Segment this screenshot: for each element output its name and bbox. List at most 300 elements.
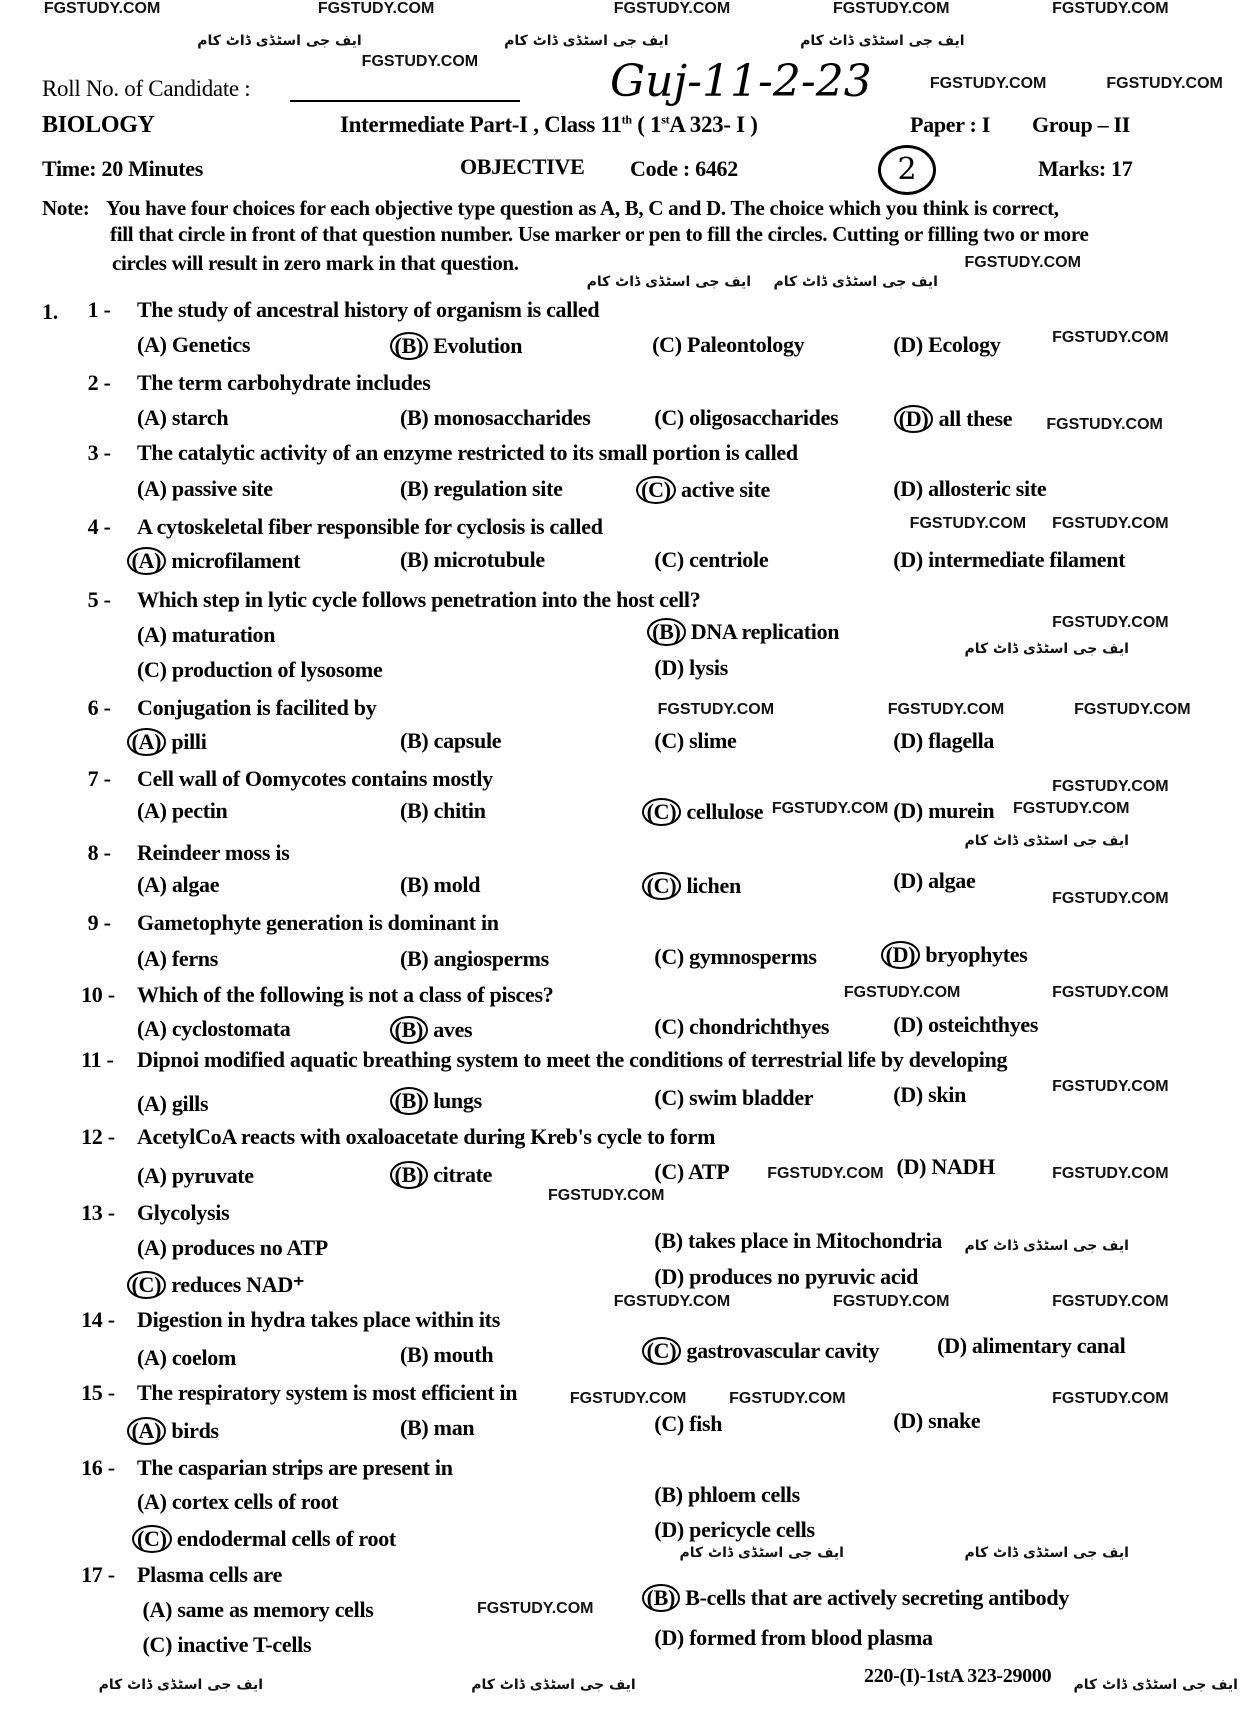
urdu-watermark: ایف جی اسٹڈی ڈاٹ کام xyxy=(504,32,669,49)
option-b[interactable] xyxy=(400,872,480,898)
option-letter: (B) xyxy=(400,547,429,573)
option-letter: (A) xyxy=(137,404,167,430)
watermark-text: FGSTUDY.COM xyxy=(1052,1078,1169,1096)
option-text: takes place in Mitochondria xyxy=(687,1227,943,1253)
urdu-watermark: ایف جی اسٹڈی ڈاٹ کام xyxy=(964,1238,1129,1255)
option-b[interactable] xyxy=(395,332,523,360)
watermark-text: FGSTUDY.COM xyxy=(1052,613,1169,631)
watermark-text: FGSTUDY.COM xyxy=(909,515,1027,533)
option-text: mold xyxy=(433,871,481,897)
option-letter: (D) xyxy=(654,1517,684,1543)
watermark-text: FGSTUDY.COM xyxy=(1052,984,1169,1002)
option-b[interactable] xyxy=(400,946,549,972)
option-a[interactable] xyxy=(137,1489,338,1515)
option-letter: (D) xyxy=(896,1154,927,1180)
watermark-text: FGSTUDY.COM xyxy=(771,800,889,818)
watermark-text: FGSTUDY.COM xyxy=(843,984,961,1002)
option-text: snake xyxy=(928,1407,981,1433)
question-text: Gametophyte generation is dominant in xyxy=(137,909,499,935)
option-text: bryophytes xyxy=(925,941,1028,967)
subject-title: BIOLOGY xyxy=(42,112,155,138)
option-c[interactable] xyxy=(654,728,736,754)
option-text: chitin xyxy=(433,798,486,824)
circled-answer-letter: (D) xyxy=(894,405,934,433)
watermark-text: FGSTUDY.COM xyxy=(657,701,775,719)
urdu-watermark: ایف جی اسٹڈی ڈاٹ کام xyxy=(964,641,1129,658)
question-text: Cell wall of Oomycotes contains mostly xyxy=(137,766,493,792)
option-d[interactable] xyxy=(654,1264,918,1290)
option-letter: (C) xyxy=(654,1014,684,1040)
circled-answer-letter: (B) xyxy=(390,1016,428,1044)
option-text: produces no pyruvic acid xyxy=(689,1263,919,1289)
option-text: starch xyxy=(171,404,229,430)
question-number: 8 - xyxy=(87,839,111,865)
option-text: angiosperms xyxy=(433,946,549,972)
circled-answer-letter: (B) xyxy=(642,1584,680,1612)
question-text: The study of ancestral history of organism is called xyxy=(137,297,600,323)
option-c[interactable] xyxy=(132,1271,305,1299)
circled-answer-letter: (C) xyxy=(642,798,682,826)
option-letter: (A) xyxy=(137,871,167,897)
circled-answer-letter: (C) xyxy=(636,476,676,504)
watermark-text: FGSTUDY.COM xyxy=(613,1293,731,1311)
circled-answer-letter: (B) xyxy=(647,618,685,646)
option-a[interactable] xyxy=(137,1091,208,1117)
watermark-text: FGSTUDY.COM xyxy=(361,52,479,70)
option-c[interactable] xyxy=(137,1525,396,1553)
option-letter: (D) xyxy=(654,1263,684,1289)
option-b[interactable] xyxy=(654,1482,800,1508)
option-letter: (C) xyxy=(654,1085,684,1111)
question-number: 5 - xyxy=(87,586,111,612)
watermark-text: FGSTUDY.COM xyxy=(1052,778,1169,796)
option-letter: (A) xyxy=(142,1597,173,1623)
option-b[interactable] xyxy=(395,1087,482,1115)
watermark-text: FGSTUDY.COM xyxy=(767,1165,884,1183)
option-text: ATP xyxy=(687,1158,730,1184)
option-c[interactable] xyxy=(641,476,770,504)
option-letter: (D) xyxy=(893,727,923,753)
watermark-text: FGSTUDY.COM xyxy=(43,0,161,17)
option-letter: (D) xyxy=(893,1082,923,1107)
option-text: all these xyxy=(938,405,1013,431)
option-c[interactable] xyxy=(647,872,741,900)
watermark-text: FGSTUDY.COM xyxy=(887,701,1005,719)
option-b[interactable] xyxy=(395,1016,473,1044)
option-letter: (D) xyxy=(654,1624,684,1650)
option-text: Ecology xyxy=(928,332,1001,358)
question-text: Plasma cells are xyxy=(137,1562,283,1588)
option-a[interactable] xyxy=(137,1016,290,1042)
question-text: Conjugation is facilited by xyxy=(137,695,377,721)
urdu-watermark: ایف جی اسٹڈی ڈاٹ کام xyxy=(964,1545,1129,1562)
urdu-watermark: ایف جی اسٹڈی ڈاٹ کام xyxy=(197,32,362,49)
urdu-watermark: ایف جی اسٹڈی ڈاٹ کام xyxy=(471,1676,636,1693)
watermark-text: FGSTUDY.COM xyxy=(1106,74,1223,92)
question-text: The catalytic activity of an enzyme restricted to its small portion is called xyxy=(137,439,798,465)
watermark-text: FGSTUDY.COM xyxy=(1052,1389,1169,1407)
option-letter: (B) xyxy=(400,727,429,753)
watermark-text: FGSTUDY.COM xyxy=(729,1389,846,1407)
watermark-text: FGSTUDY.COM xyxy=(569,1389,687,1407)
question-number: 14 - xyxy=(81,1306,115,1332)
option-letter: (C) xyxy=(142,1632,173,1658)
question-text: AcetylCoA reacts with oxaloacetate during Kreb's cycle to form xyxy=(137,1123,716,1149)
circled-answer-letter: (B) xyxy=(390,332,428,360)
question-text: Digestion in hydra takes place within its xyxy=(137,1306,500,1332)
option-text: oligosaccharides xyxy=(689,404,839,430)
urdu-watermark: ایف جی اسٹڈی ڈاٹ کام xyxy=(586,274,752,290)
watermark-text: FGSTUDY.COM xyxy=(1052,515,1169,533)
option-b[interactable] xyxy=(400,1342,493,1368)
option-a[interactable] xyxy=(137,622,275,648)
question-text: Reindeer moss is xyxy=(137,839,290,865)
option-text: pyruvate xyxy=(171,1163,254,1189)
option-letter: (B) xyxy=(400,1341,429,1367)
option-letter: (B) xyxy=(400,475,429,501)
option-letter: (D) xyxy=(937,1332,967,1358)
question-text: Dipnoi modified aquatic breathing system to meet the conditions of terrestrial life by developing xyxy=(137,1046,1008,1072)
option-text: lysis xyxy=(689,654,728,680)
option-a[interactable] xyxy=(137,1345,236,1371)
option-b[interactable] xyxy=(654,1228,942,1254)
option-text: coelom xyxy=(171,1345,237,1371)
option-d[interactable] xyxy=(654,1625,932,1651)
option-letter: (C) xyxy=(137,656,167,682)
option-text: microtubule xyxy=(433,547,545,573)
option-c[interactable] xyxy=(654,1411,722,1437)
question-text: Which step in lytic cycle follows penetration into the host cell? xyxy=(137,586,701,612)
question-number: 15 - xyxy=(81,1380,115,1406)
option-text: maturation xyxy=(171,621,276,647)
option-c[interactable] xyxy=(654,1085,813,1111)
option-text: phloem cells xyxy=(687,1482,800,1508)
option-a[interactable] xyxy=(137,872,219,898)
option-text: algae xyxy=(171,871,220,897)
group-number: Group – II xyxy=(1032,112,1131,137)
option-c[interactable] xyxy=(654,944,816,970)
option-a[interactable] xyxy=(137,1163,254,1189)
option-d[interactable] xyxy=(654,655,728,681)
question-text: The respiratory system is most efficient in xyxy=(137,1380,518,1406)
option-text: monosaccharides xyxy=(433,404,591,430)
question-number: 13 - xyxy=(81,1200,115,1226)
option-d[interactable] xyxy=(893,476,1046,502)
option-b[interactable] xyxy=(400,547,545,573)
question-number: 17 - xyxy=(81,1562,115,1588)
option-text: Paleontology xyxy=(686,332,805,358)
option-letter: (B) xyxy=(400,404,429,430)
option-d[interactable] xyxy=(893,728,994,754)
option-d[interactable] xyxy=(893,1012,1038,1038)
option-text: ferns xyxy=(171,946,218,972)
option-text: Evolution xyxy=(433,333,523,359)
option-c[interactable] xyxy=(652,332,804,358)
option-b[interactable] xyxy=(400,476,563,502)
option-text: same as memory cells xyxy=(177,1597,374,1623)
circled-answer-letter: (A) xyxy=(127,547,167,575)
watermark-text: FGSTUDY.COM xyxy=(1052,889,1169,907)
option-d[interactable] xyxy=(893,547,1125,573)
option-d[interactable] xyxy=(886,941,1028,969)
option-text: reduces NAD⁺ xyxy=(171,1271,305,1297)
watermark-text: FGSTUDY.COM xyxy=(1074,701,1191,719)
option-text: NADH xyxy=(931,1154,995,1180)
option-text: osteichthyes xyxy=(928,1011,1039,1037)
option-d[interactable] xyxy=(893,1408,980,1434)
option-text: lungs xyxy=(433,1088,482,1114)
paper-number: Paper : I xyxy=(910,112,990,137)
option-text: production of lysosome xyxy=(171,656,383,682)
option-c[interactable] xyxy=(654,1014,829,1040)
question-number: 6 - xyxy=(87,695,111,721)
option-d[interactable] xyxy=(893,868,975,894)
roll-number-field[interactable] xyxy=(290,80,520,102)
option-a[interactable] xyxy=(137,946,218,972)
question-text: Which of the following is not a class of pisces? xyxy=(137,982,554,1008)
urdu-watermark: ایف جی اسٹڈی ڈاٹ کام xyxy=(1073,1676,1238,1693)
option-letter: (D) xyxy=(893,547,923,573)
option-letter: (B) xyxy=(400,1415,429,1441)
circled-answer-letter: (C) xyxy=(132,1525,172,1553)
option-a[interactable] xyxy=(132,728,207,756)
handwritten-date: Guj-11-2-23 xyxy=(610,56,872,107)
option-text: citrate xyxy=(433,1161,493,1187)
question-number: 9 - xyxy=(87,909,111,935)
option-letter: (A) xyxy=(137,946,167,972)
option-a[interactable] xyxy=(137,476,273,502)
option-letter: (D) xyxy=(893,868,923,894)
total-marks: Marks: 17 xyxy=(1038,156,1133,181)
option-letter: (D) xyxy=(893,475,923,501)
option-a[interactable] xyxy=(132,1417,219,1445)
option-letter: (A) xyxy=(137,475,167,501)
option-b[interactable] xyxy=(400,798,486,824)
option-text: alimentary canal xyxy=(971,1332,1126,1358)
option-d[interactable] xyxy=(937,1333,1125,1359)
option-text: gymnosperms xyxy=(689,943,817,969)
watermark-text: FGSTUDY.COM xyxy=(317,0,435,17)
section-number: 1. xyxy=(42,299,58,324)
class-info: Intermediate Part-I , Class 11th ( 1stA 323- I ) xyxy=(340,112,758,137)
option-c[interactable] xyxy=(654,405,838,431)
option-letter: (C) xyxy=(652,332,682,358)
option-c[interactable] xyxy=(142,1632,311,1658)
circled-answer-letter: (D) xyxy=(881,941,921,969)
option-c[interactable] xyxy=(647,798,764,826)
watermark-text: FGSTUDY.COM xyxy=(1052,0,1169,17)
urdu-watermark: ایف جی اسٹڈی ڈاٹ کام xyxy=(964,832,1129,849)
option-letter: (D) xyxy=(893,1407,923,1433)
option-text: fish xyxy=(689,1410,723,1436)
question-number: 10 - xyxy=(81,982,115,1008)
option-d[interactable] xyxy=(893,332,1000,358)
watermark-text: FGSTUDY.COM xyxy=(1052,1165,1169,1183)
option-a[interactable] xyxy=(137,1235,328,1261)
option-text: swim bladder xyxy=(689,1085,814,1111)
option-letter: (A) xyxy=(137,1090,167,1116)
circled-answer-letter: (C) xyxy=(642,1337,682,1365)
question-text: The term carbohydrate includes xyxy=(137,369,431,395)
watermark-text: FGSTUDY.COM xyxy=(1052,328,1169,346)
watermark-text: FGSTUDY.COM xyxy=(832,1293,950,1311)
option-text: Genetics xyxy=(171,332,251,358)
option-letter: (A) xyxy=(137,1163,167,1189)
option-letter: (C) xyxy=(654,1410,684,1436)
option-text: aves xyxy=(433,1017,473,1043)
option-text: gills xyxy=(171,1090,209,1116)
option-text: pectin xyxy=(171,798,228,824)
watermark-text: FGSTUDY.COM xyxy=(832,0,950,17)
footer-code: 220-(I)-1stA 323-29000 xyxy=(864,1665,1052,1687)
option-letter: (C) xyxy=(654,727,684,753)
option-text: lichen xyxy=(686,872,741,898)
option-text: cortex cells of root xyxy=(171,1488,339,1514)
option-text: intermediate filament xyxy=(928,547,1126,573)
option-letter: (A) xyxy=(137,1235,167,1261)
option-letter: (D) xyxy=(893,798,923,824)
option-letter: (D) xyxy=(893,332,923,358)
option-d[interactable] xyxy=(654,1517,814,1543)
question-text: The casparian strips are present in xyxy=(137,1454,453,1480)
option-text: centriole xyxy=(689,547,769,573)
option-c[interactable] xyxy=(654,547,768,573)
option-text: murein xyxy=(928,798,995,824)
option-text: cellulose xyxy=(686,799,764,825)
option-b[interactable] xyxy=(400,405,590,431)
question-number: 2 - xyxy=(87,369,111,395)
option-letter: (C) xyxy=(654,547,684,573)
option-text: flagella xyxy=(928,727,995,753)
circled-answer-letter: (B) xyxy=(390,1087,428,1115)
watermark-text: FGSTUDY.COM xyxy=(1052,1293,1169,1311)
option-b[interactable] xyxy=(400,1415,474,1441)
option-letter: (B) xyxy=(400,798,429,824)
question-number: 3 - xyxy=(87,439,111,465)
watermark-text: FGSTUDY.COM xyxy=(929,74,1047,92)
question-number: 11 - xyxy=(81,1046,114,1072)
question-text: Glycolysis xyxy=(137,1200,230,1226)
option-text: chondrichthyes xyxy=(689,1014,830,1040)
option-d[interactable] xyxy=(893,1082,966,1108)
option-text: skin xyxy=(928,1082,967,1107)
option-b[interactable] xyxy=(652,618,839,646)
option-letter: (A) xyxy=(137,332,167,358)
option-text: cyclostomata xyxy=(171,1016,291,1042)
option-text: slime xyxy=(689,727,737,753)
urdu-watermark: ایف جی اسٹڈی ڈاٹ کام xyxy=(773,274,938,290)
question-number: 1 - xyxy=(87,297,111,323)
option-a[interactable] xyxy=(137,332,250,358)
option-b[interactable] xyxy=(395,1161,493,1189)
option-text: allosteric site xyxy=(928,475,1047,501)
option-c[interactable] xyxy=(647,1337,880,1365)
option-text: algae xyxy=(928,868,976,894)
watermark-text: FGSTUDY.COM xyxy=(548,1187,665,1205)
option-letter: (B) xyxy=(654,1482,683,1508)
roll-label: Roll No. of Candidate : xyxy=(42,76,251,101)
objective-label: OBJECTIVE xyxy=(460,154,585,179)
paper-code: Code : 6462 xyxy=(630,156,738,181)
note-line: circles will result in zero mark in that question. xyxy=(112,251,519,275)
option-a[interactable] xyxy=(132,547,301,575)
question-number: 4 - xyxy=(87,514,111,540)
option-text: active site xyxy=(681,476,770,502)
option-a[interactable] xyxy=(137,405,228,431)
option-letter: (D) xyxy=(654,654,684,680)
urdu-watermark: ایف جی اسٹڈی ڈاٹ کام xyxy=(800,32,965,49)
option-letter: (D) xyxy=(893,1011,923,1037)
option-c[interactable] xyxy=(654,1159,729,1185)
question-number: 12 - xyxy=(81,1123,115,1149)
option-letter: (A) xyxy=(137,1016,167,1042)
watermark-text: FGSTUDY.COM xyxy=(613,0,731,17)
watermark-text: FGSTUDY.COM xyxy=(1012,800,1130,818)
option-text: inactive T-cells xyxy=(177,1632,312,1658)
option-text: passive site xyxy=(171,475,273,501)
option-b[interactable] xyxy=(647,1584,1069,1612)
option-a[interactable] xyxy=(137,798,227,824)
option-letter: (A) xyxy=(137,621,167,647)
option-text: birds xyxy=(171,1418,219,1444)
option-letter: (A) xyxy=(137,1488,167,1514)
option-text: formed from blood plasma xyxy=(689,1624,933,1650)
note-label: Note: xyxy=(42,196,90,220)
option-letter: (B) xyxy=(400,871,429,897)
option-letter: (B) xyxy=(654,1227,683,1253)
option-d[interactable] xyxy=(893,798,994,824)
option-letter: (C) xyxy=(654,404,684,430)
circled-answer-letter: (B) xyxy=(390,1161,428,1189)
option-letter: (B) xyxy=(400,946,429,972)
option-letter: (A) xyxy=(137,1345,167,1371)
option-d[interactable] xyxy=(897,1154,995,1180)
option-text: capsule xyxy=(433,727,502,753)
note-line: fill that circle in front of that question number. Use marker or pen to fill the circles. Cutting or filling two or more xyxy=(110,222,1089,246)
option-text: man xyxy=(433,1415,475,1441)
option-letter: (C) xyxy=(654,1158,684,1184)
option-text: mouth xyxy=(433,1341,494,1367)
option-text: pilli xyxy=(171,728,207,754)
note-line: You have four choices for each objective type question as A, B, C and D. The choice which you think is correct, xyxy=(106,196,1059,220)
circled-answer-letter: (C) xyxy=(127,1271,167,1299)
circled-answer-letter: (C) xyxy=(642,872,682,900)
watermark-text: FGSTUDY.COM xyxy=(477,1600,594,1618)
circled-answer-letter: (A) xyxy=(127,1417,167,1445)
option-text: pericycle cells xyxy=(689,1517,815,1543)
option-text: endodermal cells of root xyxy=(176,1525,396,1551)
option-d[interactable] xyxy=(899,405,1013,433)
option-text: microfilament xyxy=(171,548,301,574)
handwritten-circled-code: 2 xyxy=(878,145,936,195)
question-number: 7 - xyxy=(87,766,111,792)
option-text: B-cells that are actively secreting antibody xyxy=(685,1584,1070,1610)
option-letter: (C) xyxy=(654,943,684,969)
question-number: 16 - xyxy=(81,1454,115,1480)
option-text: produces no ATP xyxy=(171,1235,328,1261)
option-text: DNA replication xyxy=(690,619,840,645)
watermark-text: FGSTUDY.COM xyxy=(964,254,1081,272)
option-b[interactable] xyxy=(400,728,501,754)
urdu-watermark: ایف جی اسٹڈی ڈاٹ کام xyxy=(98,1676,264,1693)
option-a[interactable] xyxy=(142,1597,373,1623)
circled-answer-letter: (A) xyxy=(127,728,167,756)
option-letter: (A) xyxy=(137,798,167,824)
option-c[interactable] xyxy=(137,657,382,683)
question-text: A cytoskeletal fiber responsible for cyclosis is called xyxy=(137,514,603,540)
watermark-text: FGSTUDY.COM xyxy=(1046,416,1163,434)
time-allowed: Time: 20 Minutes xyxy=(42,156,204,181)
